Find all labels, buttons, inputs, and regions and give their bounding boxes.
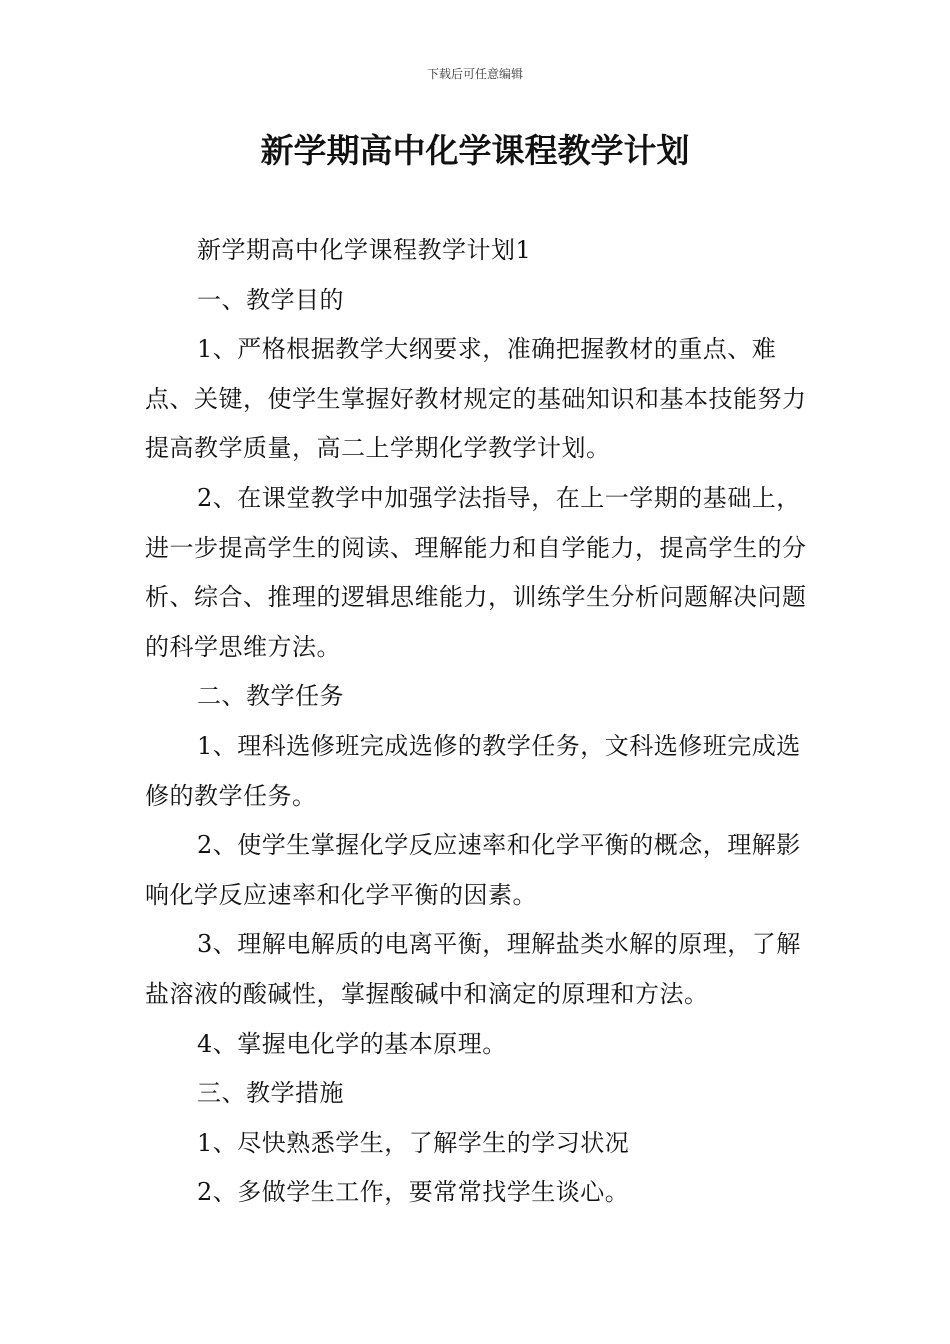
paragraph-task-1: 1、理科选修班完成选修的教学任务，文科选修班完成选修的教学任务。 <box>145 731 801 810</box>
paragraph-measure-2: 2、多做学生工作，要常常找学生谈心。 <box>197 1178 630 1207</box>
document-body <box>145 226 825 1218</box>
subtitle-paragraph: 新学期高中化学课程教学计划1 <box>197 236 532 264</box>
paragraph-task-3: 3、理解电解质的电离平衡，理解盐类水解的原理，了解盐溶液的酸碱性，掌握酸碱中和滴定的原理和方法。 <box>145 930 801 1008</box>
section-heading-teaching-goals: 一、教学目的 <box>197 285 344 314</box>
section-heading-teaching-measures: 三、教学措施 <box>197 1079 344 1108</box>
paragraph-task-2: 2、使学生掌握化学反应速率和化学平衡的概念，理解影响化学反应速率和化学平衡的因素。 <box>145 831 801 909</box>
paragraph-measure-1: 1、尽快熟悉学生，了解学生的学习状况 <box>197 1128 630 1157</box>
section-heading-teaching-tasks: 二、教学任务 <box>197 682 344 711</box>
paragraph-goal-1: 1、严格根据教学大纲要求，准确把握教材的重点、难点、关键，使学生掌握好教材规定的基础知识和基本技能努力提高教学质量，高二上学期化学教学计划。 <box>145 335 807 463</box>
paragraph-task-4: 4、掌握电化学的基本原理。 <box>197 1029 507 1058</box>
document-title: 新学期高中化学课程教学计划 <box>260 131 690 170</box>
header-note: 下载后可任意编辑 <box>426 67 523 81</box>
paragraph-goal-2: 2、在课堂教学中加强学法指导，在上一学期的基础上，进一步提高学生的阅读、理解能力和自学能力，提高学生的分析、综合、推理的逻辑思维能力，训练学生分析问题解决问题的科学思维方法。 <box>145 483 807 661</box>
